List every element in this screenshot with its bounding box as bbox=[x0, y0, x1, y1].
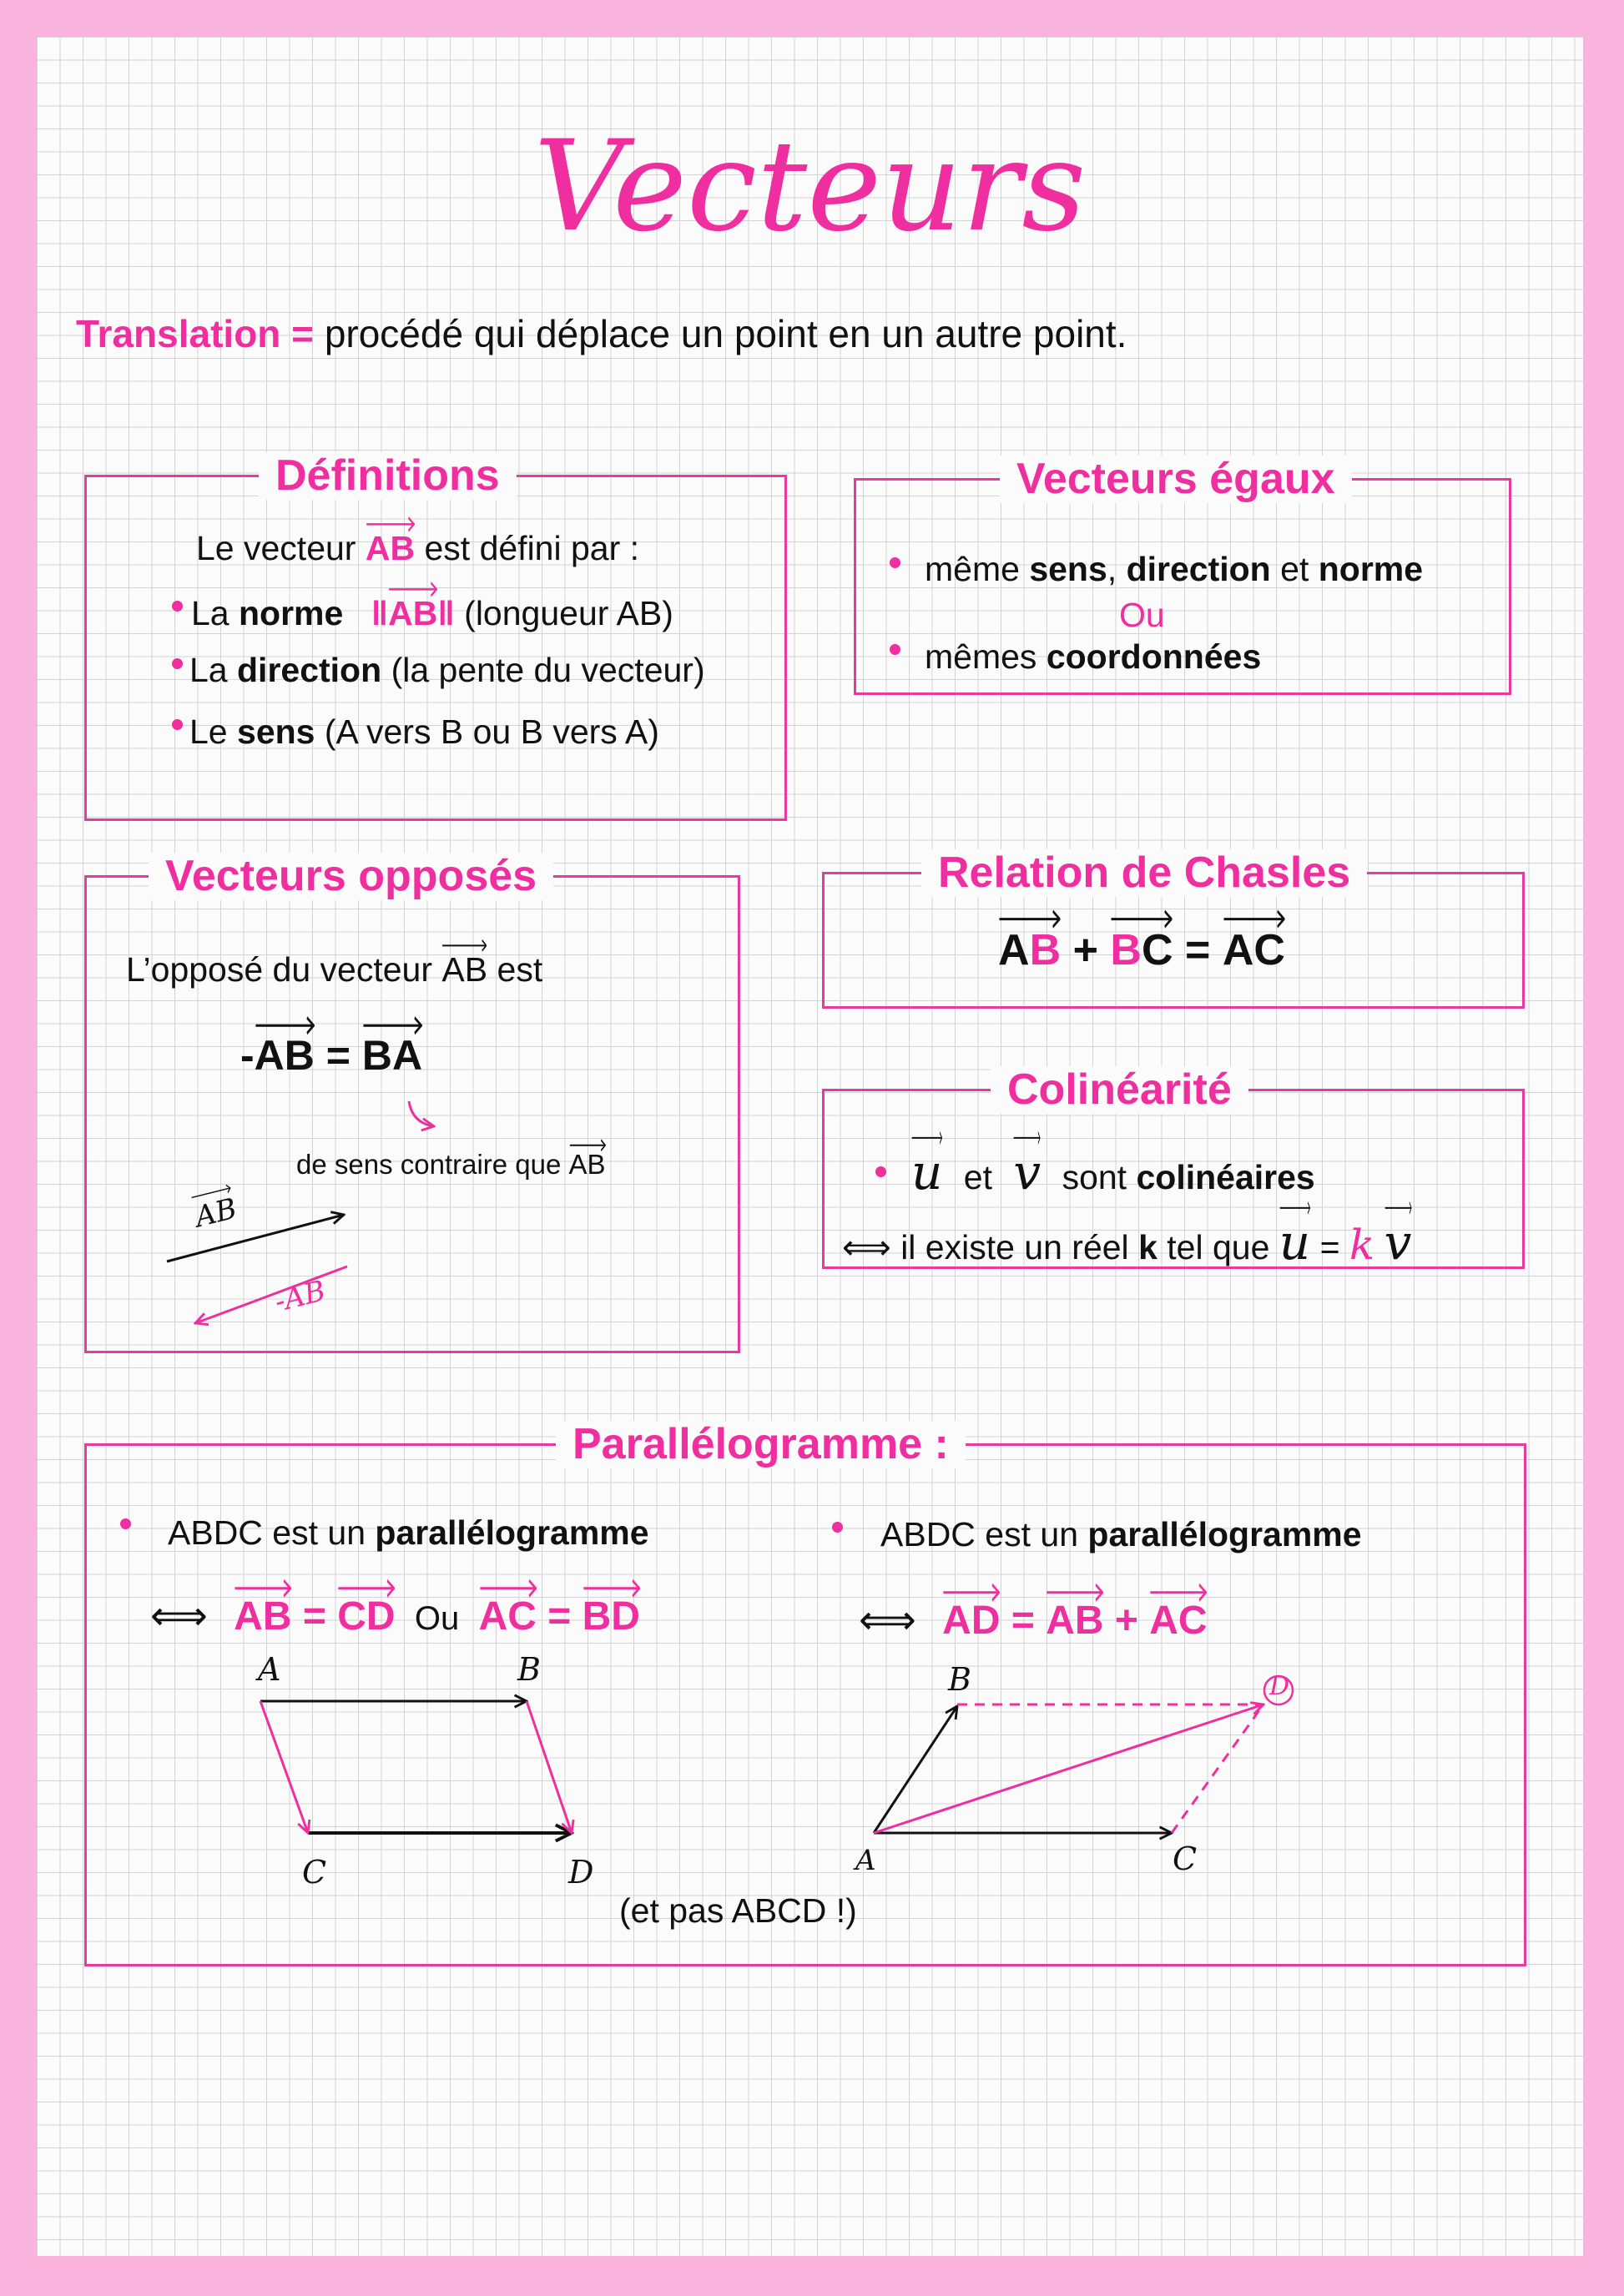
egaux-ou: Ou bbox=[1119, 596, 1165, 634]
definition-direction: La direction (la pente du vecteur) bbox=[189, 651, 705, 689]
equivalence-icon: ⟺ bbox=[150, 1594, 208, 1639]
label-a: A bbox=[855, 1844, 876, 1877]
vector-u: u bbox=[1279, 1214, 1311, 1271]
colinearite-line2: ⟺ il existe un réel k tel que u = k v bbox=[842, 1214, 1412, 1271]
vector-ba: BA bbox=[361, 1032, 423, 1079]
vector-ab-line bbox=[874, 1706, 957, 1833]
label-d: D bbox=[568, 1854, 594, 1891]
parallelogramme-right-equation: ⟺ AD = AB + AC bbox=[859, 1599, 1208, 1643]
parallelogramme-note: (et pas ABCD !) bbox=[619, 1891, 857, 1930]
opposes-title: Vecteurs opposés bbox=[149, 853, 553, 900]
label-c: C bbox=[1173, 1840, 1198, 1877]
norm-bars: ‖ AB‖ bbox=[371, 594, 455, 632]
label-c: C bbox=[302, 1854, 327, 1891]
vector-ab: AB bbox=[1046, 1599, 1104, 1643]
parallelogramme-right-statement: ABDC est un parallélogramme bbox=[880, 1515, 1362, 1553]
vector-ab: AB bbox=[568, 1149, 606, 1180]
vector-ad: AD bbox=[942, 1599, 1001, 1643]
opposes-intro: L’opposé du vecteur AB est bbox=[126, 950, 543, 989]
definition-sens: Le sens (A vers B ou B vers A) bbox=[189, 712, 659, 751]
opposes-equation: - AB = BA bbox=[240, 1032, 423, 1079]
vector-ad-line bbox=[874, 1704, 1263, 1833]
vector-ab: AB bbox=[998, 926, 1062, 974]
intro-text-end: est défini par : bbox=[424, 529, 640, 567]
definition-norme: La norme ‖ AB‖ (longueur AB) bbox=[191, 594, 673, 632]
label-d: D bbox=[1269, 1672, 1290, 1701]
definitions-title: Définitions bbox=[259, 452, 517, 500]
vector-ac: AC bbox=[478, 1594, 537, 1639]
vector-ac: AC bbox=[1149, 1599, 1208, 1643]
colinearite-line1: u et v sont colinéaires bbox=[911, 1144, 1315, 1201]
vector-bc: BC bbox=[1110, 926, 1173, 974]
parallelogramme-title: Parallélogramme : bbox=[556, 1421, 966, 1468]
vector-ab: AB bbox=[365, 529, 416, 567]
intro-text: Le vecteur bbox=[196, 529, 356, 567]
vector-ac: AC bbox=[1222, 926, 1285, 974]
label-b: B bbox=[517, 1651, 541, 1688]
chasles-title: Relation de Chasles bbox=[921, 849, 1367, 897]
parallelogramme-left-statement: ABDC est un parallélogramme bbox=[168, 1513, 649, 1552]
label-b: B bbox=[948, 1661, 971, 1698]
equivalence-icon: ⟺ bbox=[859, 1599, 916, 1643]
vector-u: u bbox=[911, 1144, 943, 1201]
translation-term: Translation = bbox=[76, 312, 315, 355]
grid-sheet bbox=[37, 37, 1583, 2256]
dashed-cd-line bbox=[1172, 1704, 1263, 1833]
page-title: Vecteurs bbox=[533, 114, 1087, 259]
opposes-note: de sens contraire que AB bbox=[296, 1149, 606, 1180]
equivalence-icon: ⟺ bbox=[842, 1228, 891, 1266]
egaux-line2: mêmes coordonnées bbox=[925, 637, 1262, 676]
vector-bd: BD bbox=[582, 1594, 640, 1639]
label-a: A bbox=[258, 1651, 281, 1688]
egaux-line1: même sens, direction et norme bbox=[925, 550, 1424, 588]
vector-ab: AB bbox=[234, 1594, 292, 1639]
vector-ab: AB bbox=[254, 1032, 315, 1079]
parallelogramme-left-equation: ⟺ AB = CD Ou AC = BD bbox=[150, 1594, 640, 1639]
chasles-equation: AB + BC = AC bbox=[998, 926, 1285, 974]
figure-label-minus-ab: -AB bbox=[271, 1274, 329, 1319]
vector-v: v bbox=[1384, 1214, 1412, 1271]
vector-cd: CD bbox=[337, 1594, 396, 1639]
colinearite-title: Colinéarité bbox=[991, 1066, 1248, 1114]
egaux-title: Vecteurs égaux bbox=[1000, 456, 1352, 503]
translation-definition: procédé qui déplace un point en un autre point. bbox=[324, 312, 1127, 355]
figure-label-ab: AB bbox=[192, 1192, 240, 1235]
vector-ab: AB bbox=[441, 950, 488, 989]
vector-v: v bbox=[1013, 1144, 1041, 1201]
vector-ab: AB bbox=[388, 594, 438, 632]
